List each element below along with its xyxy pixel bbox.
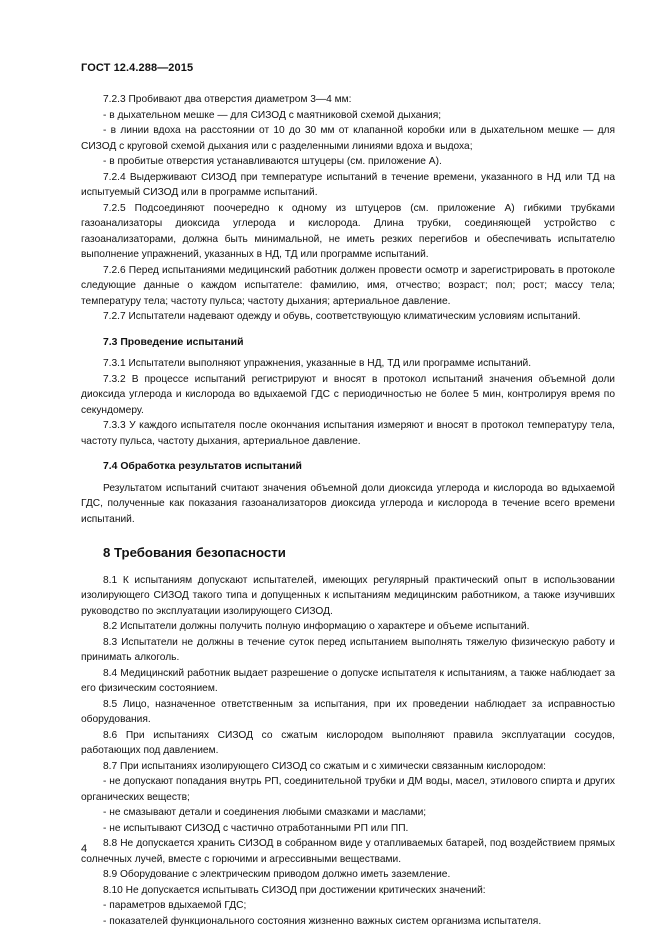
paragraph: 7.3.1 Испытатели выполняют упражнения, указанные в НД, ТД или программе испытаний. bbox=[103, 358, 532, 369]
paragraph: 7.2.3 Пробивают два отверстия диаметром 3—4 мм: bbox=[103, 94, 352, 105]
paragraph: - не испытывают СИЗОД с частично отработанными РП или ПП. bbox=[103, 822, 409, 834]
paragraph: 8.8 Не допускается хранить СИЗОД в собранном виде у отапливаемых батарей, под воздействием прямых солнечных лучей, вместе с горючими и агрессивными веществами. bbox=[81, 838, 615, 865]
paragraph: 8.9 Оборудование с электрическим приводом должно иметь заземление. bbox=[103, 869, 451, 880]
paragraph: 8.1 К испытаниям допускают испытателей, имеющих регулярный практический опыт в использовании изолирующего СИЗОД такого типа и допущенных к испытаниям медицинским работником, а также изучивших руководство по эксплуатации изолирующего СИЗОД. bbox=[81, 574, 615, 617]
paragraph: Результатом испытаний считают значения объемной доли диоксида углерода и кислорода во вдыхаемой ГДС, полученные как показания газоанализаторов диоксида углерода и кислорода в течение всего времени испытаний. bbox=[81, 482, 615, 525]
subsection-heading: 7.4 Обработка результатов испытаний bbox=[103, 461, 302, 472]
paragraph: 8.7 При испытаниях изолирующего СИЗОД со сжатым и с химически связанным кислородом: bbox=[103, 760, 546, 772]
paragraph: - в дыхательном мешке — для СИЗОД с маятниковой схемой дыхания; bbox=[103, 109, 442, 121]
paragraph: 7.2.5 Подсоединяют поочередно к одному из штуцеров (см. приложение А) гибкими трубками газоанализаторы диоксида углерода и кислорода. Длина трубки, соединяющей устройство с газоанализаторами, должна быть минимальной, не иметь резких перегибов и обеспечивать испытателю выполнение упражнений, указанных в НД, ТД или программе испытаний. bbox=[81, 202, 615, 260]
document-body bbox=[81, 92, 615, 929]
paragraph: 8.3 Испытатели не должны в течение суток перед испытанием выполнять тяжелую физическую работу и принимать алкоголь. bbox=[81, 636, 615, 663]
paragraph: - в пробитые отверстия устанавливаются штуцеры (см. приложение А). bbox=[103, 156, 442, 167]
paragraph: 7.3.3 У каждого испытателя после окончания испытания измеряют и вносят в протокол температуру тела, частоту пульса, частоту дыхания, артериальное давление. bbox=[81, 420, 615, 447]
paragraph: 8.6 При испытаниях СИЗОД со сжатым кислородом выполняют правила эксплуатации сосудов, работающих под давлением. bbox=[81, 729, 615, 756]
paragraph: - не смазывают детали и соединения любыми смазками и маслами; bbox=[103, 807, 427, 818]
paragraph: - не допускают попадания внутрь РП, соединительной трубки и ДМ воды, масел, этилового спирта и других органических веществ; bbox=[81, 776, 615, 803]
section-heading: 8 Требования безопасности bbox=[103, 545, 286, 560]
paragraph: 8.10 Не допускается испытывать СИЗОД при достижении критических значений: bbox=[103, 884, 486, 896]
paragraph: - показателей функционального состояния жизненно важных систем организма испытателя. bbox=[103, 915, 542, 927]
paragraph: - параметров вдыхаемой ГДС; bbox=[103, 900, 247, 911]
paragraph: 8.4 Медицинский работник выдает разрешение о допуске испытателя к испытаниям, а также наблюдает за его физическим состоянием. bbox=[81, 667, 615, 694]
paragraph: 7.2.4 Выдерживают СИЗОД при температуре испытаний в течение времени, указанного в НД или ТД на испытуемый СИЗОД или в программе испытаний. bbox=[81, 171, 615, 198]
page-number: 4 bbox=[81, 843, 88, 855]
paragraph: 7.2.7 Испытатели надевают одежду и обувь, соответствующую климатическим условиям испытаний. bbox=[103, 311, 581, 322]
document-header: ГОСТ 12.4.288—2015 bbox=[81, 62, 194, 74]
subsection-heading: 7.3 Проведение испытаний bbox=[103, 336, 244, 348]
paragraph: 7.2.6 Перед испытаниями медицинский работник должен провести осмотр и зарегистрировать в протоколе следующие данные о каждом испытателе: фамилию, имя, отчество; возраст; пол; рост; массу тела; температуру тела; частоту пульса; частоту дыхания; артериальное давление. bbox=[81, 264, 615, 307]
paragraph: 7.3.2 В процессе испытаний регистрируют и вносят в протокол испытаний значения объемной доли диоксида углерода и кислорода во вдыхаемой ГДС с периодичностью не более 5 мин, контролируя время по секундомеру. bbox=[81, 373, 615, 416]
paragraph: 8.2 Испытатели должны получить полную информацию о характере и объеме испытаний. bbox=[103, 621, 530, 632]
paragraph: - в линии вдоха на расстоянии от 10 до 30 мм от клапанной коробки или в дыхательном мешке — для СИЗОД с круговой схемой дыхания или с разделенными линиями вдоха и выдоха; bbox=[81, 125, 615, 152]
paragraph: 8.5 Лицо, назначенное ответственным за испытания, при их проведении наблюдает за исправностью оборудования. bbox=[81, 698, 615, 725]
